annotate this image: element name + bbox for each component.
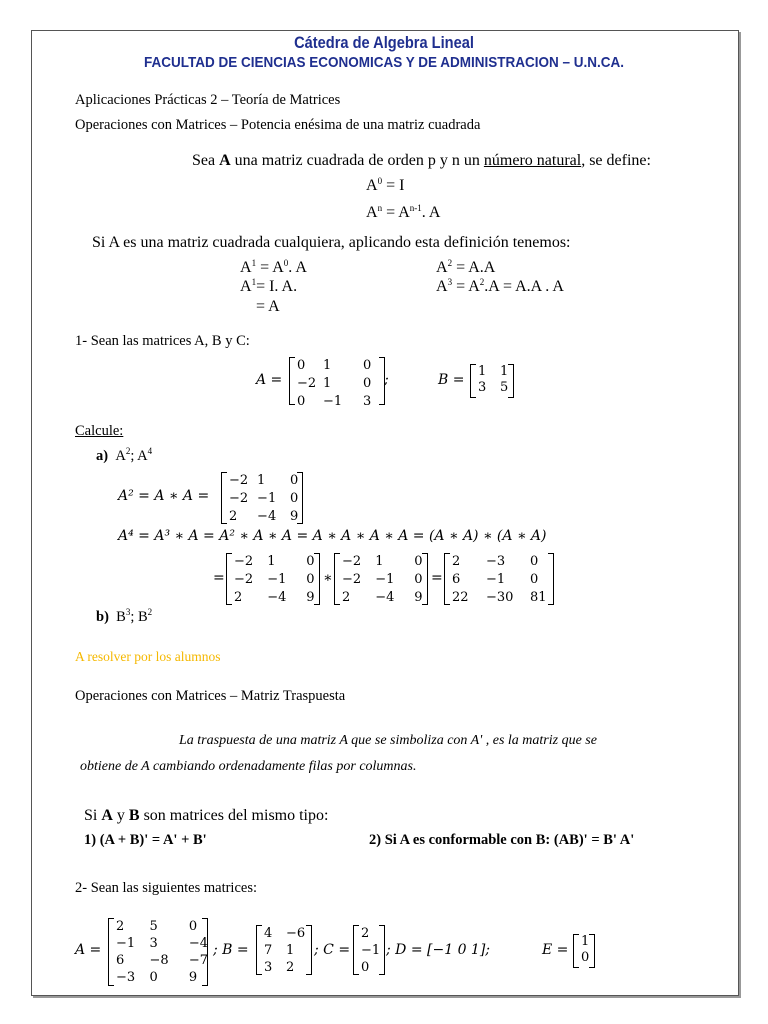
matrix-a4-result-cell: 6	[452, 572, 461, 587]
matrix-a4-result-cell: 0	[530, 554, 539, 569]
matrix-a4-factor2-cell: −2	[342, 572, 362, 587]
matrix-a4-factor2-row	[342, 589, 428, 607]
header-chair: Cátedra de Algebra Lineal	[294, 33, 474, 52]
item-b: b) $B^3$; $B^2$	[96, 607, 153, 625]
matrix-a2-cell: 2	[229, 509, 238, 524]
matrix-b-row	[478, 364, 512, 380]
matrix-a2-cells	[229, 472, 303, 526]
eq-a-zero: $A^0 = I$	[366, 176, 405, 194]
matrix-a4-result-row	[452, 571, 552, 589]
exercise2-intro: 2- Sean las siguientes matrices:	[75, 880, 258, 896]
ex2-matrix-a-cell: −8	[149, 953, 169, 968]
matrix-a4-result-row	[452, 553, 552, 571]
matrix-a4-factor2-row	[342, 571, 428, 589]
matrix-a4-factor2	[334, 553, 428, 605]
matrix-a-row	[297, 375, 383, 393]
ex2-matrix-c-cell: 0	[361, 960, 370, 975]
matrix-a4-factor1	[226, 553, 320, 605]
matrix-a2-cell: 0	[290, 491, 299, 506]
matrix-a-cell: 3	[363, 394, 372, 409]
ex2-matrix-a-row	[116, 969, 208, 986]
a4-eq-sign: =	[213, 570, 225, 586]
matrix-a4-factor1-cell: −2	[234, 554, 254, 569]
eq-a2: $A^2 = A.A$	[436, 258, 496, 276]
ex2-matrix-a-cells	[116, 918, 208, 986]
matrix-a2-row	[229, 490, 303, 508]
ex2-matrix-e-label: E =	[542, 942, 569, 958]
matrix-a4-factor2-cells	[342, 553, 428, 607]
matrix-b-cell: 1	[478, 364, 487, 379]
ex2-matrix-b-row	[264, 959, 310, 976]
matrix-a-row	[297, 393, 383, 411]
matrix-a4-factor1-cell: −4	[267, 590, 287, 605]
matrix-a-cell: −2	[297, 376, 317, 391]
eq-a1-line3: = A	[256, 298, 280, 315]
ex2-matrix-a-cell: 0	[188, 919, 198, 934]
ex2-matrix-e-cell: 1	[581, 934, 590, 949]
matrix-a-label: A =	[256, 372, 283, 388]
matrix-b-cells	[478, 364, 512, 396]
ex2-matrix-a-row	[116, 935, 208, 952]
ex2-matrix-a-cell: 9	[188, 970, 198, 985]
ex2-matrix-a-cell: −1	[116, 936, 136, 951]
ex2-matrix-e-cell: 0	[581, 950, 590, 965]
matrix-a-cell: 1	[323, 358, 332, 373]
matrix-a4-factor2-cell: 0	[414, 554, 423, 569]
matrix-a-cell: 0	[297, 358, 306, 373]
ex2-matrix-c-cell: −1	[361, 943, 381, 958]
matrix-a4-factor1-row	[234, 571, 320, 589]
page-frame	[31, 30, 739, 996]
matrix-a4-result-cell: 0	[530, 572, 539, 587]
matrix-a-row	[297, 357, 383, 375]
matrix-a4-result-cell: 81	[530, 590, 547, 605]
matrix-a2-cell: 1	[257, 473, 266, 488]
ex2-matrix-a-label: A =	[75, 942, 102, 958]
matrix-a4-factor1-cell: −2	[234, 572, 254, 587]
ex2-matrix-b-cell: 1	[286, 943, 295, 958]
matrix-a4-factor2-row	[342, 553, 428, 571]
power-definition: Sea A una matriz cuadrada de orden p y n un número natural, se define:	[192, 152, 651, 169]
matrix-a4-result-cell: −3	[486, 554, 506, 569]
ex2-matrix-b-cells	[264, 925, 310, 976]
natural-number-link: número natural	[483, 152, 582, 169]
header-faculty: FACULTAD DE CIENCIAS ECONOMICAS Y DE ADMINISTRACION – U.N.CA.	[143, 54, 625, 71]
ex2-matrix-d: ; D = [−1 0 1];	[386, 942, 491, 958]
ex2-matrix-a	[108, 918, 208, 986]
matrix-a4-factor2-cell: 1	[375, 554, 384, 569]
ex2-matrix-a-cell: 6	[116, 953, 125, 968]
matrix-a-cell: 0	[363, 358, 372, 373]
ex2-matrix-b-label: ; B =	[213, 942, 249, 958]
matrix-b-cell: 1	[500, 364, 509, 379]
matrix-a4-result-cell: 2	[452, 554, 461, 569]
item-a: a) $A^2$; $A^4$	[96, 446, 153, 464]
ex2-matrix-b-cell: 3	[264, 960, 273, 975]
matrix-a4-factor1-cell: 9	[306, 590, 315, 605]
ex2-matrix-b-row	[264, 942, 310, 959]
ex2-matrix-b-cell: 2	[286, 960, 295, 975]
matrix-a4-result-cell: −30	[486, 590, 514, 605]
ex2-matrix-c-row	[361, 925, 383, 942]
matrix-a4-factor1-cell: 2	[234, 590, 243, 605]
matrix-a4-factor1-cell: 1	[267, 554, 276, 569]
matrix-b-cell: 5	[500, 380, 509, 395]
matrix-b-label: B =	[438, 372, 465, 388]
ex2-matrix-b-cell: 7	[264, 943, 273, 958]
ex2-matrix-e	[573, 934, 595, 968]
matrix-a4-factor1-row	[234, 589, 320, 607]
matrix-a2-cell: −4	[257, 509, 277, 524]
ex2-matrix-b-cell: 4	[264, 926, 273, 941]
matrix-a4-factor1-row	[234, 553, 320, 571]
matrix-a-cell: 0	[363, 376, 372, 391]
a4-eq-sign-2: =	[431, 570, 443, 586]
ex2-matrix-a-cell: 0	[149, 970, 158, 985]
eq-a-n: $A^n = A^{n-1}$. A	[366, 203, 441, 221]
property-2: 2) Si A es conformable con B: (AB)' = B' A'	[369, 832, 635, 848]
matrix-a-semicolon: ;	[384, 372, 389, 388]
ex2-matrix-b-row	[264, 925, 310, 942]
ex2-matrix-c-row	[361, 959, 383, 976]
matrix-a2-cell: 9	[290, 509, 299, 524]
ex2-matrix-b-cell: −6	[286, 926, 306, 941]
matrix-a4-factor2-cell: −4	[375, 590, 395, 605]
ex2-matrix-a-cell: −3	[116, 970, 136, 985]
matrix-a-cells	[297, 357, 383, 411]
matrix-a4-factor1-cells	[234, 553, 320, 607]
exercise1-intro: 1- Sean las matrices A, B y C:	[75, 333, 250, 349]
eq-a1-line2: $A^1= I$. A.	[240, 277, 298, 295]
matrix-a4-factor2-cell: 2	[342, 590, 351, 605]
matrix-a2-cell: 0	[290, 473, 299, 488]
matrix-a4-factor1-cell: 0	[306, 554, 315, 569]
ex2-matrix-b	[256, 925, 312, 975]
ex2-matrix-c-row	[361, 942, 383, 959]
ex2-matrix-a-cell: −4	[188, 936, 208, 951]
ex2-matrix-a-cell: 2	[116, 919, 125, 934]
a4-star: ∗	[323, 570, 333, 586]
ex2-matrix-a-cell: 5	[149, 919, 158, 934]
ex2-matrix-c-label: ; C =	[314, 942, 351, 958]
section-title-transpose: Operaciones con Matrices – Matriz Traspuesta	[75, 688, 346, 704]
matrix-a4-result	[444, 553, 554, 605]
a4-expression: A⁴ = A³ ∗ A = A² ∗ A ∗ A = A ∗ A ∗ A ∗ A = (A ∗ A) ∗ (A ∗ A)	[118, 528, 547, 544]
matrix-a4-result-cell: 22	[452, 590, 469, 605]
ex2-matrix-a-row	[116, 952, 208, 969]
matrix-a4-factor1-cell: −1	[267, 572, 287, 587]
ex2-matrix-a-cell: 3	[149, 936, 158, 951]
calcule-label: Calcule:	[75, 423, 124, 439]
matrix-a4-factor2-cell: −2	[342, 554, 362, 569]
ex2-matrix-e-row	[581, 934, 591, 950]
matrix-a2	[221, 472, 303, 524]
matrix-a-cell: 1	[323, 376, 332, 391]
matrix-b-cell: 3	[478, 380, 487, 395]
ex2-matrix-c-cell: 2	[361, 926, 370, 941]
matrix-b-row	[478, 380, 512, 396]
ex2-matrix-c	[353, 925, 385, 975]
matrix-a2-cell: −1	[257, 491, 277, 506]
to-solve-note: A resolver por los alumnos	[75, 649, 221, 664]
eq-a3: $A^3 = A^2.A = A.A$ . A	[436, 277, 564, 295]
matrix-a4-result-cell: −1	[486, 572, 506, 587]
ex2-matrix-c-cells	[361, 925, 383, 976]
matrix-a4-result-cells	[452, 553, 552, 607]
matrix-a4-factor2-cell: 0	[414, 572, 423, 587]
ex2-matrix-e-row	[581, 950, 591, 966]
ex2-matrix-a-row	[116, 918, 208, 935]
matrix-a4-factor1-cell: 0	[306, 572, 315, 587]
matrix-a2-row	[229, 472, 303, 490]
matrix-a4-result-row	[452, 589, 552, 607]
matrix-a-cell: 0	[297, 394, 306, 409]
transpose-def-line1: La traspuesta de una matriz A que se simboliza con A' , es la matriz que se	[179, 733, 597, 748]
matrix-a-cell: −1	[323, 394, 343, 409]
matrix-b	[470, 364, 514, 398]
ex2-matrix-a-cell: −7	[188, 953, 208, 968]
section-title-practice: Aplicaciones Prácticas 2 – Teoría de Matrices	[75, 92, 341, 108]
matrix-a	[289, 357, 385, 409]
matrix-a4-factor2-cell: 9	[414, 590, 423, 605]
eq-a1-line1: $A^1 = A^0$. A	[240, 258, 307, 276]
section-title-power: Operaciones con Matrices – Potencia enésima de una matriz cuadrada	[75, 117, 481, 133]
matrix-a4-factor2-cell: −1	[375, 572, 395, 587]
ex2-matrix-e-cells	[581, 934, 591, 966]
applying-definition: Si A es una matriz cuadrada cualquiera, aplicando esta definición tenemos:	[92, 234, 571, 251]
matrix-a2-cell: −2	[229, 491, 249, 506]
transpose-def-line2: obtiene de A cambiando ordenadamente filas por columnas.	[80, 759, 417, 774]
same-type-intro: Si A y B son matrices del mismo tipo:	[84, 807, 329, 824]
matrix-a2-row	[229, 508, 303, 526]
property-1: 1) (A + B)' = A' + B'	[84, 832, 207, 848]
a2-lhs: A² = A ∗ A =	[118, 488, 210, 504]
matrix-a2-cell: −2	[229, 473, 249, 488]
